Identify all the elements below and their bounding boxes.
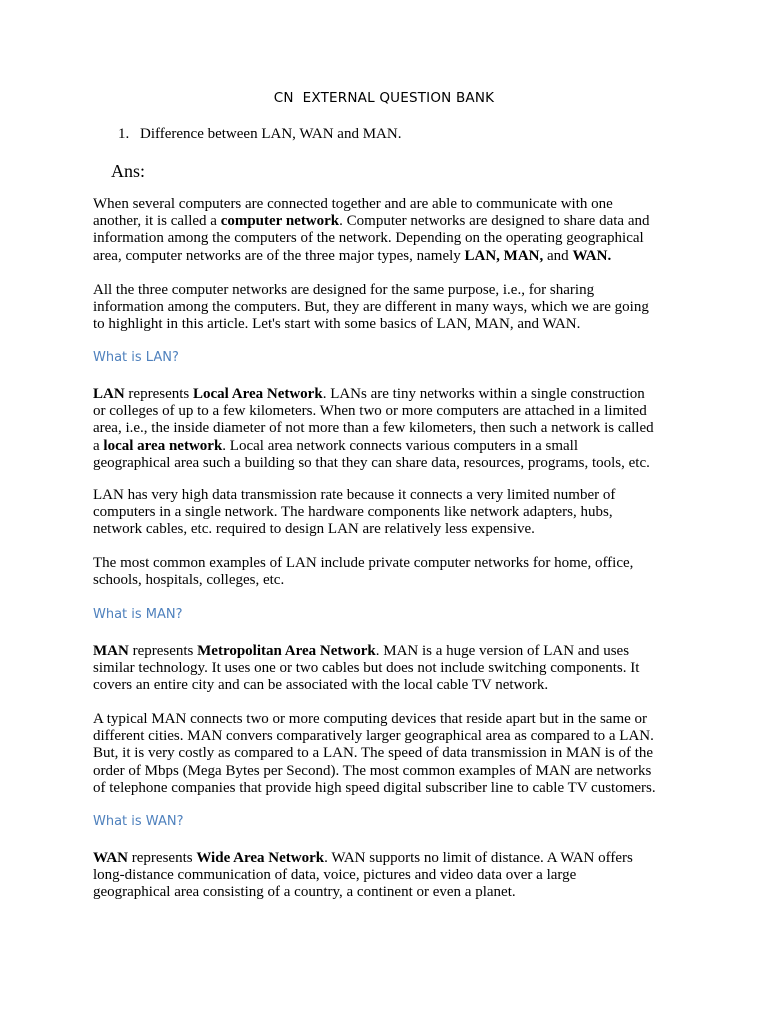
text-line: order of Mbps (Mega Bytes per Second). The most common examples of MAN are networks	[93, 762, 652, 779]
text-run: area, computer networks are of the three major types, namely	[93, 247, 465, 264]
text-run: another, it is called a	[93, 213, 221, 230]
text-line: LAN has very high data transmission rate because it connects a very limited number of	[93, 487, 616, 503]
text-line: geographical area consisting of a country, a continent or even a planet.	[93, 884, 516, 901]
document-title: CN EXTERNAL QUESTION BANK	[273, 90, 495, 106]
bold-term: LAN, MAN,	[464, 247, 544, 264]
text-line: A typical MAN connects two or more computing devices that reside apart but in the same or	[93, 711, 648, 727]
bold-term: WAN	[93, 850, 129, 866]
intro-paragraph-1	[93, 196, 693, 265]
intro-paragraph-2	[93, 282, 693, 334]
text-run: represents	[128, 643, 198, 659]
text-run: . MAN is a huge version of LAN and uses	[375, 643, 630, 659]
text-line	[93, 213, 693, 230]
wan-heading: What is WAN?	[93, 814, 184, 829]
man-paragraph-1	[93, 643, 693, 695]
man-paragraph-2	[93, 711, 693, 797]
text-line	[93, 386, 693, 403]
lan-paragraph-2	[93, 487, 693, 539]
lan-paragraph-3	[93, 555, 693, 589]
text-run: a	[93, 437, 104, 454]
question-item	[118, 126, 401, 143]
text-line: information among the computers. But, they are different in many ways, which we are going	[93, 299, 649, 316]
text-line: similar technology. It uses one or two cables but does not include switching components. It	[93, 660, 640, 677]
text-run: . Local area network connects various computers in a small	[222, 437, 579, 454]
text-run: . LANs are tiny networks within a single construction	[322, 386, 645, 402]
text-line: covers an entire city and can be associated with the local cable TV network.	[93, 677, 549, 694]
text-run: and	[543, 247, 573, 264]
text-line: computers in a single network. The hardware components like network adapters, hubs,	[93, 504, 613, 521]
man-heading: What is MAN?	[93, 607, 183, 622]
bold-term: Wide Area Network	[196, 850, 325, 866]
text-line: The most common examples of LAN include private computer networks for home, office,	[93, 555, 634, 571]
text-line: area, i.e., the inside diameter of not more than a few kilometers, then such a network is called	[93, 420, 654, 437]
bold-term: MAN	[93, 643, 129, 659]
text-line: schools, hospitals, colleges, etc.	[93, 572, 285, 589]
bold-term: Local Area Network	[192, 386, 323, 402]
question-number: 1.	[118, 126, 130, 142]
bold-term: Metropolitan Area Network	[197, 643, 376, 659]
text-line: All the three computer networks are designed for the same purpose, i.e., for sharing	[93, 282, 595, 298]
text-run: . Computer networks are designed to share data and	[339, 213, 650, 230]
text-line	[93, 248, 693, 265]
lan-heading: What is LAN?	[93, 350, 179, 365]
text-run: . WAN supports no limit of distance. A WAN offers	[324, 850, 633, 866]
bold-term: LAN	[93, 386, 125, 402]
text-line	[93, 850, 693, 867]
text-line: network cables, etc. required to design LAN are relatively less expensive.	[93, 521, 535, 538]
question-text: Difference between LAN, WAN and MAN.	[140, 126, 402, 142]
text-line: different cities. MAN convers comparatively larger geographical area as compared to a LAN.	[93, 728, 654, 745]
lan-paragraph-1	[93, 386, 693, 472]
text-line: When several computers are connected together and are able to communicate with one	[93, 196, 613, 212]
answer-label: Ans:	[111, 161, 146, 181]
text-line	[93, 438, 693, 455]
text-run: represents	[124, 386, 193, 402]
bold-term: WAN.	[572, 247, 612, 264]
text-line: long-distance communication of data, voice, pictures and video data over a large	[93, 867, 577, 884]
bold-term: computer network	[220, 213, 340, 230]
text-line	[93, 643, 693, 660]
text-line: or colleges of up to a few kilometers. When two or more computers are attached in a limited	[93, 403, 647, 420]
text-line: to highlight in this article. Let's start with some basics of LAN, MAN, and WAN.	[93, 316, 581, 333]
text-run: represents	[128, 850, 197, 866]
text-line: geographical area such a building so that they can share data, resources, programs, tools, etc.	[93, 454, 650, 471]
bold-term: local area network	[103, 437, 223, 454]
text-line: But, it is very costly as compared to a LAN. The speed of data transmission in MAN is of the	[93, 745, 654, 762]
text-line: of telephone companies that provide high speed digital subscriber line to cable TV customers.	[93, 779, 656, 796]
text-line: information among the computers of the network. Depending on the operating geographical	[93, 230, 644, 247]
wan-paragraph-1	[93, 850, 693, 902]
